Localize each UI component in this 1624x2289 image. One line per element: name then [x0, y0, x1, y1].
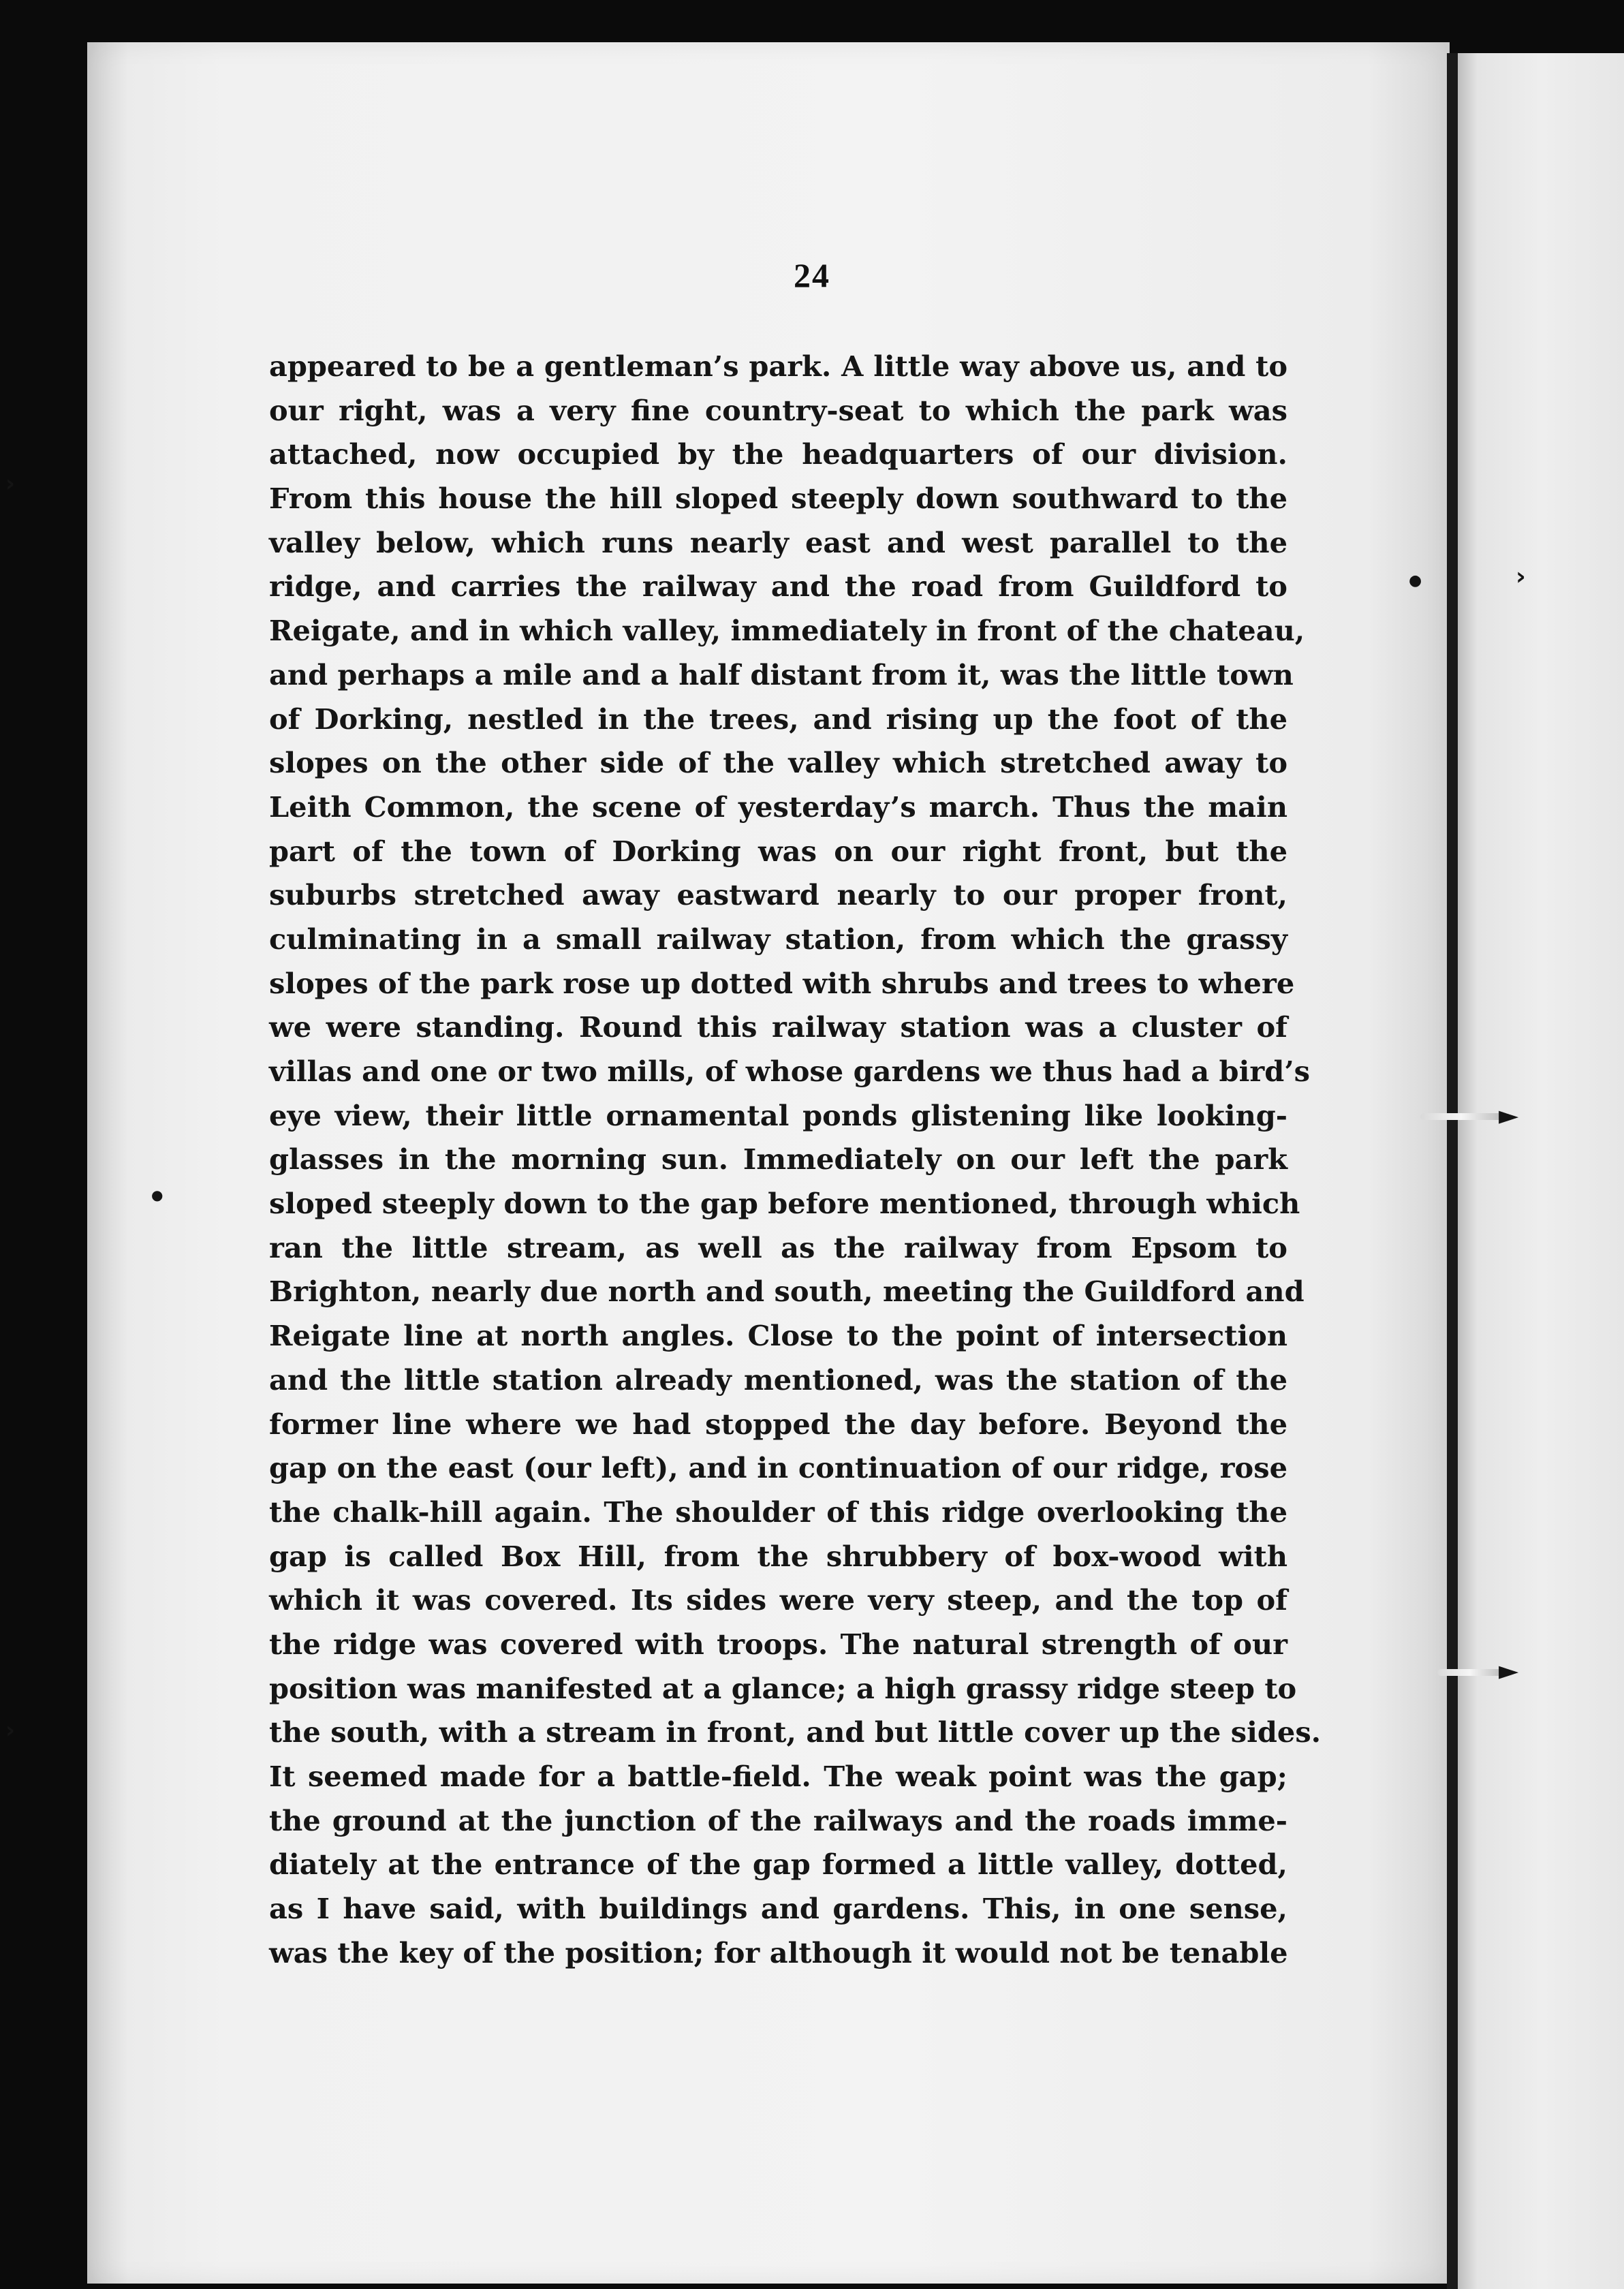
text-line: It seemed made for a battle-field. The weak point was the gap; — [269, 1760, 1287, 1793]
text-line: attached, now occupied by the headquarters of our division. — [269, 437, 1287, 471]
text-line: the chalk-hill again. The shoulder of this ridge overlooking the — [269, 1495, 1287, 1529]
text-line: gap on the east (our left), and in continuation of our ridge, rose — [269, 1451, 1287, 1485]
body-text — [269, 345, 1322, 1975]
text-line: ran the little stream, as well as the railway from Epsom to — [269, 1230, 1287, 1264]
text-line: sloped steeply down to the gap before mentioned, through which — [269, 1187, 1300, 1221]
text-line: Reigate, and in which valley, immediately in front of the chateau, — [269, 614, 1305, 648]
binding-stitch-lower — [1437, 1669, 1502, 1676]
text-line: Reigate line at north angles. Close to the point of intersection — [269, 1319, 1287, 1353]
page-number: 24 — [794, 256, 830, 294]
text-line: slopes of the park rose up dotted with shrubs and trees to where — [269, 966, 1295, 1000]
text-line: as I have said, with buildings and gardens. This, in one sense, — [269, 1892, 1287, 1926]
text-line: and perhaps a mile and a half distant from it, was the little town — [269, 657, 1294, 691]
text-line: former line where we had stopped the day before. Beyond the — [269, 1407, 1287, 1441]
text-line: the south, with a stream in front, and but little cover up the sides. — [269, 1715, 1322, 1749]
text-line: of Dorking, nestled in the trees, and rising up the foot of the — [269, 702, 1287, 736]
text-line: diately at the entrance of the gap formed a little valley, dotted, — [269, 1848, 1287, 1882]
speck-mark: › — [5, 1717, 16, 1744]
text-line: we were standing. Round this railway station was a cluster of — [269, 1010, 1287, 1044]
text-line: suburbs stretched away eastward nearly to our proper front, — [269, 878, 1287, 912]
text-line: Brighton, nearly due north and south, meeting the Guildford and — [269, 1275, 1305, 1309]
text-line: was the key of the position; for although it would not be tenable — [269, 1935, 1288, 1969]
text-line: glasses in the morning sun. Immediately on our left the park — [269, 1142, 1287, 1177]
text-line: ridge, and carries the railway and the road from Guildford to — [269, 570, 1287, 604]
text-line: appeared to be a gentleman’s park. A little way above us, and to — [269, 349, 1287, 383]
text-line: villas and one or two mills, of whose gardens we thus had a bird’s — [269, 1055, 1311, 1088]
text-line: valley below, which runs nearly east and west parallel to the — [269, 525, 1287, 559]
text-line: Leith Common, the scene of yesterday’s march. Thus the main — [269, 790, 1287, 824]
speck-mark: › — [5, 470, 16, 497]
text-line: the ground at the junction of the railways and the roads imme- — [269, 1803, 1287, 1837]
text-line: slopes on the other side of the valley which stretched away to — [269, 746, 1287, 780]
binding-stitch-upper — [1420, 1113, 1502, 1120]
text-line: and the little station already mentioned, was the station of the — [269, 1362, 1287, 1397]
text-line: the ridge was covered with troops. The natural strength of our — [269, 1627, 1287, 1661]
text-line: eye view, their little ornamental ponds glistening like looking- — [269, 1098, 1287, 1132]
text-line: our right, was a very fine country-seat to which the park was — [269, 393, 1287, 427]
speck-mark: ● — [1409, 572, 1422, 589]
speck-mark: › — [1516, 563, 1526, 591]
facing-page-edge — [1458, 53, 1624, 2289]
text-line: culminating in a small railway station, from which the grassy — [269, 922, 1287, 956]
text-line: From this house the hill sloped steeply down southward to the — [269, 482, 1287, 516]
text-line: which it was covered. Its sides were very steep, and the top of — [269, 1583, 1287, 1617]
stitch-knot-upper: ► — [1499, 1100, 1519, 1130]
text-line: position was manifested at a glance; a high grassy ridge steep to — [269, 1671, 1297, 1705]
speck-mark: ● — [151, 1187, 163, 1203]
binding-gutter — [1447, 53, 1458, 2289]
text-line: part of the town of Dorking was on our right front, but the — [269, 834, 1287, 868]
text-line: gap is called Box Hill, from the shrubbery of box-wood with — [269, 1539, 1287, 1573]
stitch-knot-lower: ► — [1499, 1655, 1519, 1685]
